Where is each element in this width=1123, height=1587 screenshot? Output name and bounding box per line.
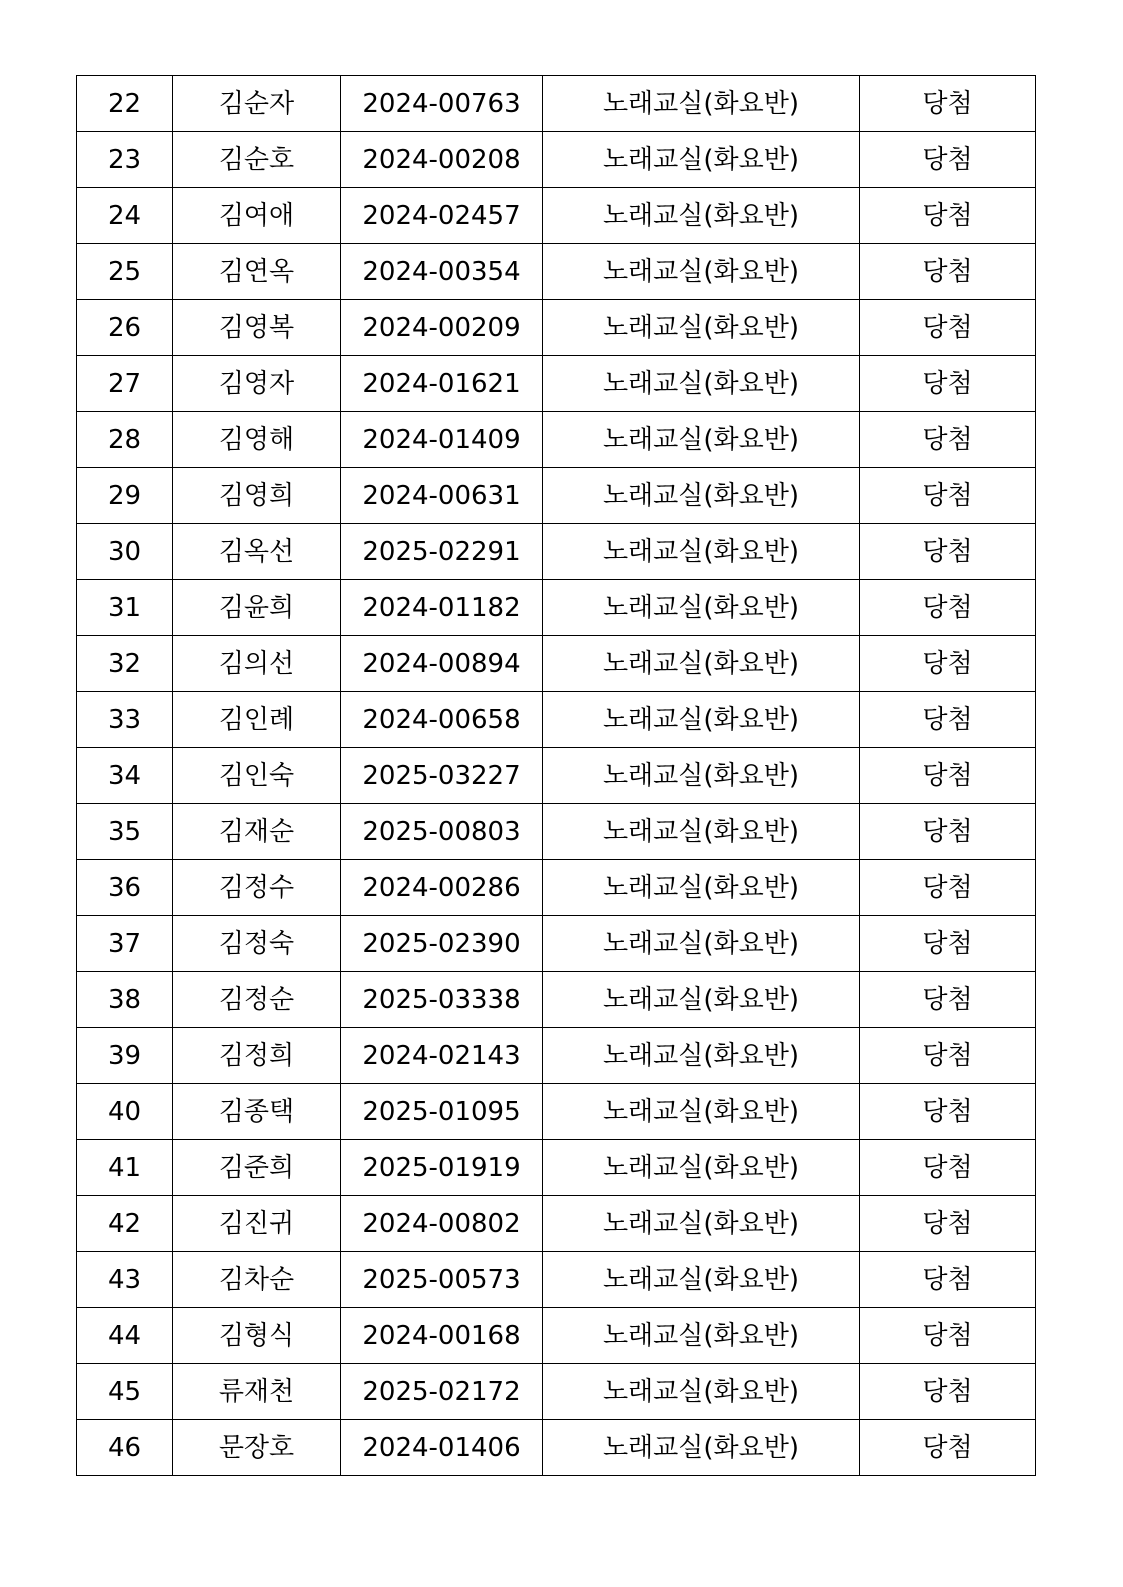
row-number-cell: 40 [77, 1084, 173, 1140]
applicant-name-cell: 김영해 [173, 412, 341, 468]
class-name-cell: 노래교실(화요반) [543, 188, 860, 244]
table-row [77, 636, 1036, 692]
table-row [77, 1028, 1036, 1084]
row-number-cell: 37 [77, 916, 173, 972]
result-status-cell: 당첨 [860, 1028, 1036, 1084]
row-number-cell: 26 [77, 300, 173, 356]
row-number-cell: 28 [77, 412, 173, 468]
class-name-cell: 노래교실(화요반) [543, 300, 860, 356]
class-name-cell: 노래교실(화요반) [543, 1196, 860, 1252]
result-status-cell: 당첨 [860, 580, 1036, 636]
applicant-name-cell: 김옥선 [173, 524, 341, 580]
registration-number-cell: 2024-00894 [341, 636, 543, 692]
class-name-cell: 노래교실(화요반) [543, 636, 860, 692]
table-row [77, 468, 1036, 524]
registration-number-cell: 2025-00573 [341, 1252, 543, 1308]
table-row [77, 76, 1036, 132]
row-number-cell: 35 [77, 804, 173, 860]
result-status-cell: 당첨 [860, 1252, 1036, 1308]
row-number-cell: 43 [77, 1252, 173, 1308]
applicant-name-cell: 김인례 [173, 692, 341, 748]
class-name-cell: 노래교실(화요반) [543, 244, 860, 300]
result-status-cell: 당첨 [860, 1308, 1036, 1364]
applicant-name-cell: 김연옥 [173, 244, 341, 300]
class-name-cell: 노래교실(화요반) [543, 1084, 860, 1140]
applicant-name-cell: 김의선 [173, 636, 341, 692]
registration-number-cell: 2024-00354 [341, 244, 543, 300]
registration-number-cell: 2025-01919 [341, 1140, 543, 1196]
table-row [77, 916, 1036, 972]
applicant-name-cell: 김영자 [173, 356, 341, 412]
table-row [77, 412, 1036, 468]
row-number-cell: 38 [77, 972, 173, 1028]
table-row [77, 748, 1036, 804]
applicant-name-cell: 김형식 [173, 1308, 341, 1364]
row-number-cell: 25 [77, 244, 173, 300]
registration-number-cell: 2024-02143 [341, 1028, 543, 1084]
row-number-cell: 39 [77, 1028, 173, 1084]
row-number-cell: 45 [77, 1364, 173, 1420]
class-name-cell: 노래교실(화요반) [543, 468, 860, 524]
row-number-cell: 41 [77, 1140, 173, 1196]
applicant-name-cell: 김정숙 [173, 916, 341, 972]
class-name-cell: 노래교실(화요반) [543, 748, 860, 804]
class-name-cell: 노래교실(화요반) [543, 916, 860, 972]
class-name-cell: 노래교실(화요반) [543, 1028, 860, 1084]
applicant-name-cell: 김정희 [173, 1028, 341, 1084]
registration-number-cell: 2024-00208 [341, 132, 543, 188]
row-number-cell: 22 [77, 76, 173, 132]
applicant-name-cell: 김인숙 [173, 748, 341, 804]
class-name-cell: 노래교실(화요반) [543, 972, 860, 1028]
result-status-cell: 당첨 [860, 356, 1036, 412]
applicant-name-cell: 김정순 [173, 972, 341, 1028]
applicant-name-cell: 김순호 [173, 132, 341, 188]
table-row [77, 1252, 1036, 1308]
row-number-cell: 42 [77, 1196, 173, 1252]
table-row [77, 860, 1036, 916]
result-status-cell: 당첨 [860, 188, 1036, 244]
result-status-cell: 당첨 [860, 636, 1036, 692]
registration-number-cell: 2024-00763 [341, 76, 543, 132]
applicant-name-cell: 김여애 [173, 188, 341, 244]
result-status-cell: 당첨 [860, 244, 1036, 300]
table-row [77, 244, 1036, 300]
applicant-name-cell: 류재천 [173, 1364, 341, 1420]
registration-number-cell: 2024-01182 [341, 580, 543, 636]
class-name-cell: 노래교실(화요반) [543, 580, 860, 636]
table-row [77, 1420, 1036, 1476]
class-name-cell: 노래교실(화요반) [543, 804, 860, 860]
lottery-results-table [76, 75, 1036, 1476]
registration-number-cell: 2025-01095 [341, 1084, 543, 1140]
result-status-cell: 당첨 [860, 1140, 1036, 1196]
table-row [77, 1140, 1036, 1196]
class-name-cell: 노래교실(화요반) [543, 1420, 860, 1476]
result-status-cell: 당첨 [860, 860, 1036, 916]
applicant-name-cell: 김정수 [173, 860, 341, 916]
table-row [77, 188, 1036, 244]
row-number-cell: 32 [77, 636, 173, 692]
table-row [77, 692, 1036, 748]
applicant-name-cell: 김영희 [173, 468, 341, 524]
registration-number-cell: 2024-00658 [341, 692, 543, 748]
applicant-name-cell: 문장호 [173, 1420, 341, 1476]
result-status-cell: 당첨 [860, 748, 1036, 804]
row-number-cell: 29 [77, 468, 173, 524]
class-name-cell: 노래교실(화요반) [543, 524, 860, 580]
registration-number-cell: 2024-01409 [341, 412, 543, 468]
class-name-cell: 노래교실(화요반) [543, 412, 860, 468]
table-row [77, 300, 1036, 356]
row-number-cell: 31 [77, 580, 173, 636]
registration-number-cell: 2025-00803 [341, 804, 543, 860]
table-row [77, 1308, 1036, 1364]
result-status-cell: 당첨 [860, 972, 1036, 1028]
table-row [77, 1196, 1036, 1252]
result-status-cell: 당첨 [860, 916, 1036, 972]
registration-number-cell: 2024-00631 [341, 468, 543, 524]
applicant-name-cell: 김재순 [173, 804, 341, 860]
registration-number-cell: 2025-02291 [341, 524, 543, 580]
result-status-cell: 당첨 [860, 132, 1036, 188]
result-status-cell: 당첨 [860, 468, 1036, 524]
registration-number-cell: 2024-01621 [341, 356, 543, 412]
registration-number-cell: 2025-02390 [341, 916, 543, 972]
result-status-cell: 당첨 [860, 76, 1036, 132]
row-number-cell: 23 [77, 132, 173, 188]
row-number-cell: 44 [77, 1308, 173, 1364]
result-status-cell: 당첨 [860, 1364, 1036, 1420]
row-number-cell: 36 [77, 860, 173, 916]
registration-number-cell: 2024-02457 [341, 188, 543, 244]
registration-number-cell: 2024-00168 [341, 1308, 543, 1364]
table-row [77, 1084, 1036, 1140]
applicant-name-cell: 김종택 [173, 1084, 341, 1140]
table-row [77, 356, 1036, 412]
registration-number-cell: 2024-00802 [341, 1196, 543, 1252]
row-number-cell: 46 [77, 1420, 173, 1476]
result-status-cell: 당첨 [860, 1420, 1036, 1476]
table-row [77, 804, 1036, 860]
table-row [77, 524, 1036, 580]
registration-number-cell: 2024-00209 [341, 300, 543, 356]
result-status-cell: 당첨 [860, 300, 1036, 356]
table-row [77, 1364, 1036, 1420]
result-status-cell: 당첨 [860, 692, 1036, 748]
class-name-cell: 노래교실(화요반) [543, 1308, 860, 1364]
class-name-cell: 노래교실(화요반) [543, 132, 860, 188]
registration-number-cell: 2025-03227 [341, 748, 543, 804]
row-number-cell: 30 [77, 524, 173, 580]
class-name-cell: 노래교실(화요반) [543, 692, 860, 748]
class-name-cell: 노래교실(화요반) [543, 1364, 860, 1420]
applicant-name-cell: 김영복 [173, 300, 341, 356]
table-row [77, 132, 1036, 188]
applicant-name-cell: 김준희 [173, 1140, 341, 1196]
result-status-cell: 당첨 [860, 1196, 1036, 1252]
row-number-cell: 34 [77, 748, 173, 804]
registration-number-cell: 2024-01406 [341, 1420, 543, 1476]
class-name-cell: 노래교실(화요반) [543, 76, 860, 132]
table-row [77, 972, 1036, 1028]
row-number-cell: 27 [77, 356, 173, 412]
table-row [77, 580, 1036, 636]
result-status-cell: 당첨 [860, 804, 1036, 860]
registration-number-cell: 2025-03338 [341, 972, 543, 1028]
class-name-cell: 노래교실(화요반) [543, 860, 860, 916]
result-status-cell: 당첨 [860, 524, 1036, 580]
applicant-name-cell: 김차순 [173, 1252, 341, 1308]
result-status-cell: 당첨 [860, 412, 1036, 468]
registration-number-cell: 2025-02172 [341, 1364, 543, 1420]
applicant-name-cell: 김순자 [173, 76, 341, 132]
class-name-cell: 노래교실(화요반) [543, 1252, 860, 1308]
table-body [77, 76, 1036, 1476]
row-number-cell: 24 [77, 188, 173, 244]
applicant-name-cell: 김진귀 [173, 1196, 341, 1252]
registration-number-cell: 2024-00286 [341, 860, 543, 916]
result-status-cell: 당첨 [860, 1084, 1036, 1140]
class-name-cell: 노래교실(화요반) [543, 356, 860, 412]
document-page [76, 75, 1036, 1476]
class-name-cell: 노래교실(화요반) [543, 1140, 860, 1196]
applicant-name-cell: 김윤희 [173, 580, 341, 636]
row-number-cell: 33 [77, 692, 173, 748]
